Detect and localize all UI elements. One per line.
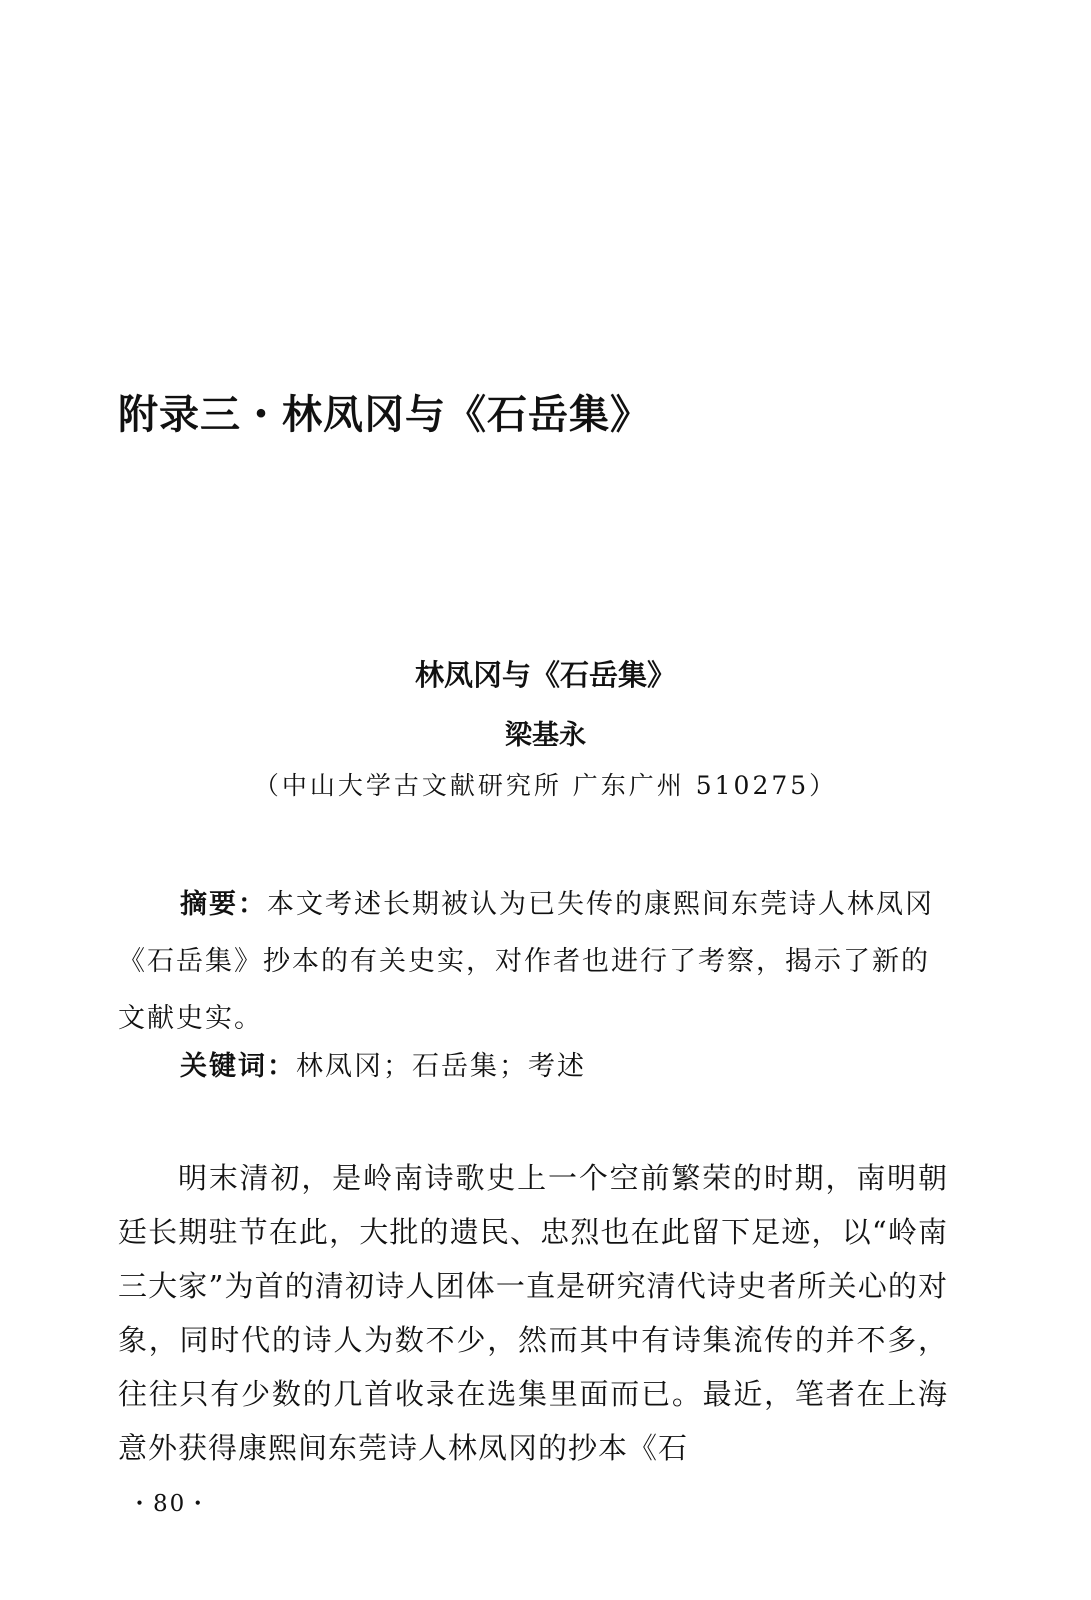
abstract-text: 本文考述长期被认为已失传的康熙间东莞诗人林凤冈《石岳集》抄本的有关史实，对作者也进行了考察，揭示了新的文献史实。 xyxy=(118,889,934,1034)
abstract-label: 摘要： xyxy=(180,889,267,920)
author-affiliation: （中山大学古文献研究所 广东广州 510275） xyxy=(253,771,838,800)
keywords-label: 关键词： xyxy=(180,1051,296,1082)
keywords-text: 林凤冈；石岳集；考述 xyxy=(296,1051,586,1082)
keywords-paragraph xyxy=(180,1043,948,1091)
article-title: 林凤冈与《石岳集》 xyxy=(414,658,676,692)
abstract-paragraph xyxy=(118,876,948,1047)
body-paragraph: 明末清初，是岭南诗歌史上一个空前繁荣的时期，南明朝廷长期驻节在此，大批的遗民、忠烈也在此留下足迹，以“岭南三大家”为首的清初诗人团体一直是研究清代诗史者所关心的对象，同时代的诗人为数不少，然而其中有诗集流传的并不多，往往只有少数的几首收录在选集里面而已。最近，笔者在上海意外获得康熙间东莞诗人林凤冈的抄本《石 xyxy=(118,1161,948,1465)
page-number: ・80・ xyxy=(128,1491,212,1517)
appendix-title: 附录三・林凤冈与《石岳集》 xyxy=(118,392,651,438)
author-name: 梁基永 xyxy=(505,720,586,751)
